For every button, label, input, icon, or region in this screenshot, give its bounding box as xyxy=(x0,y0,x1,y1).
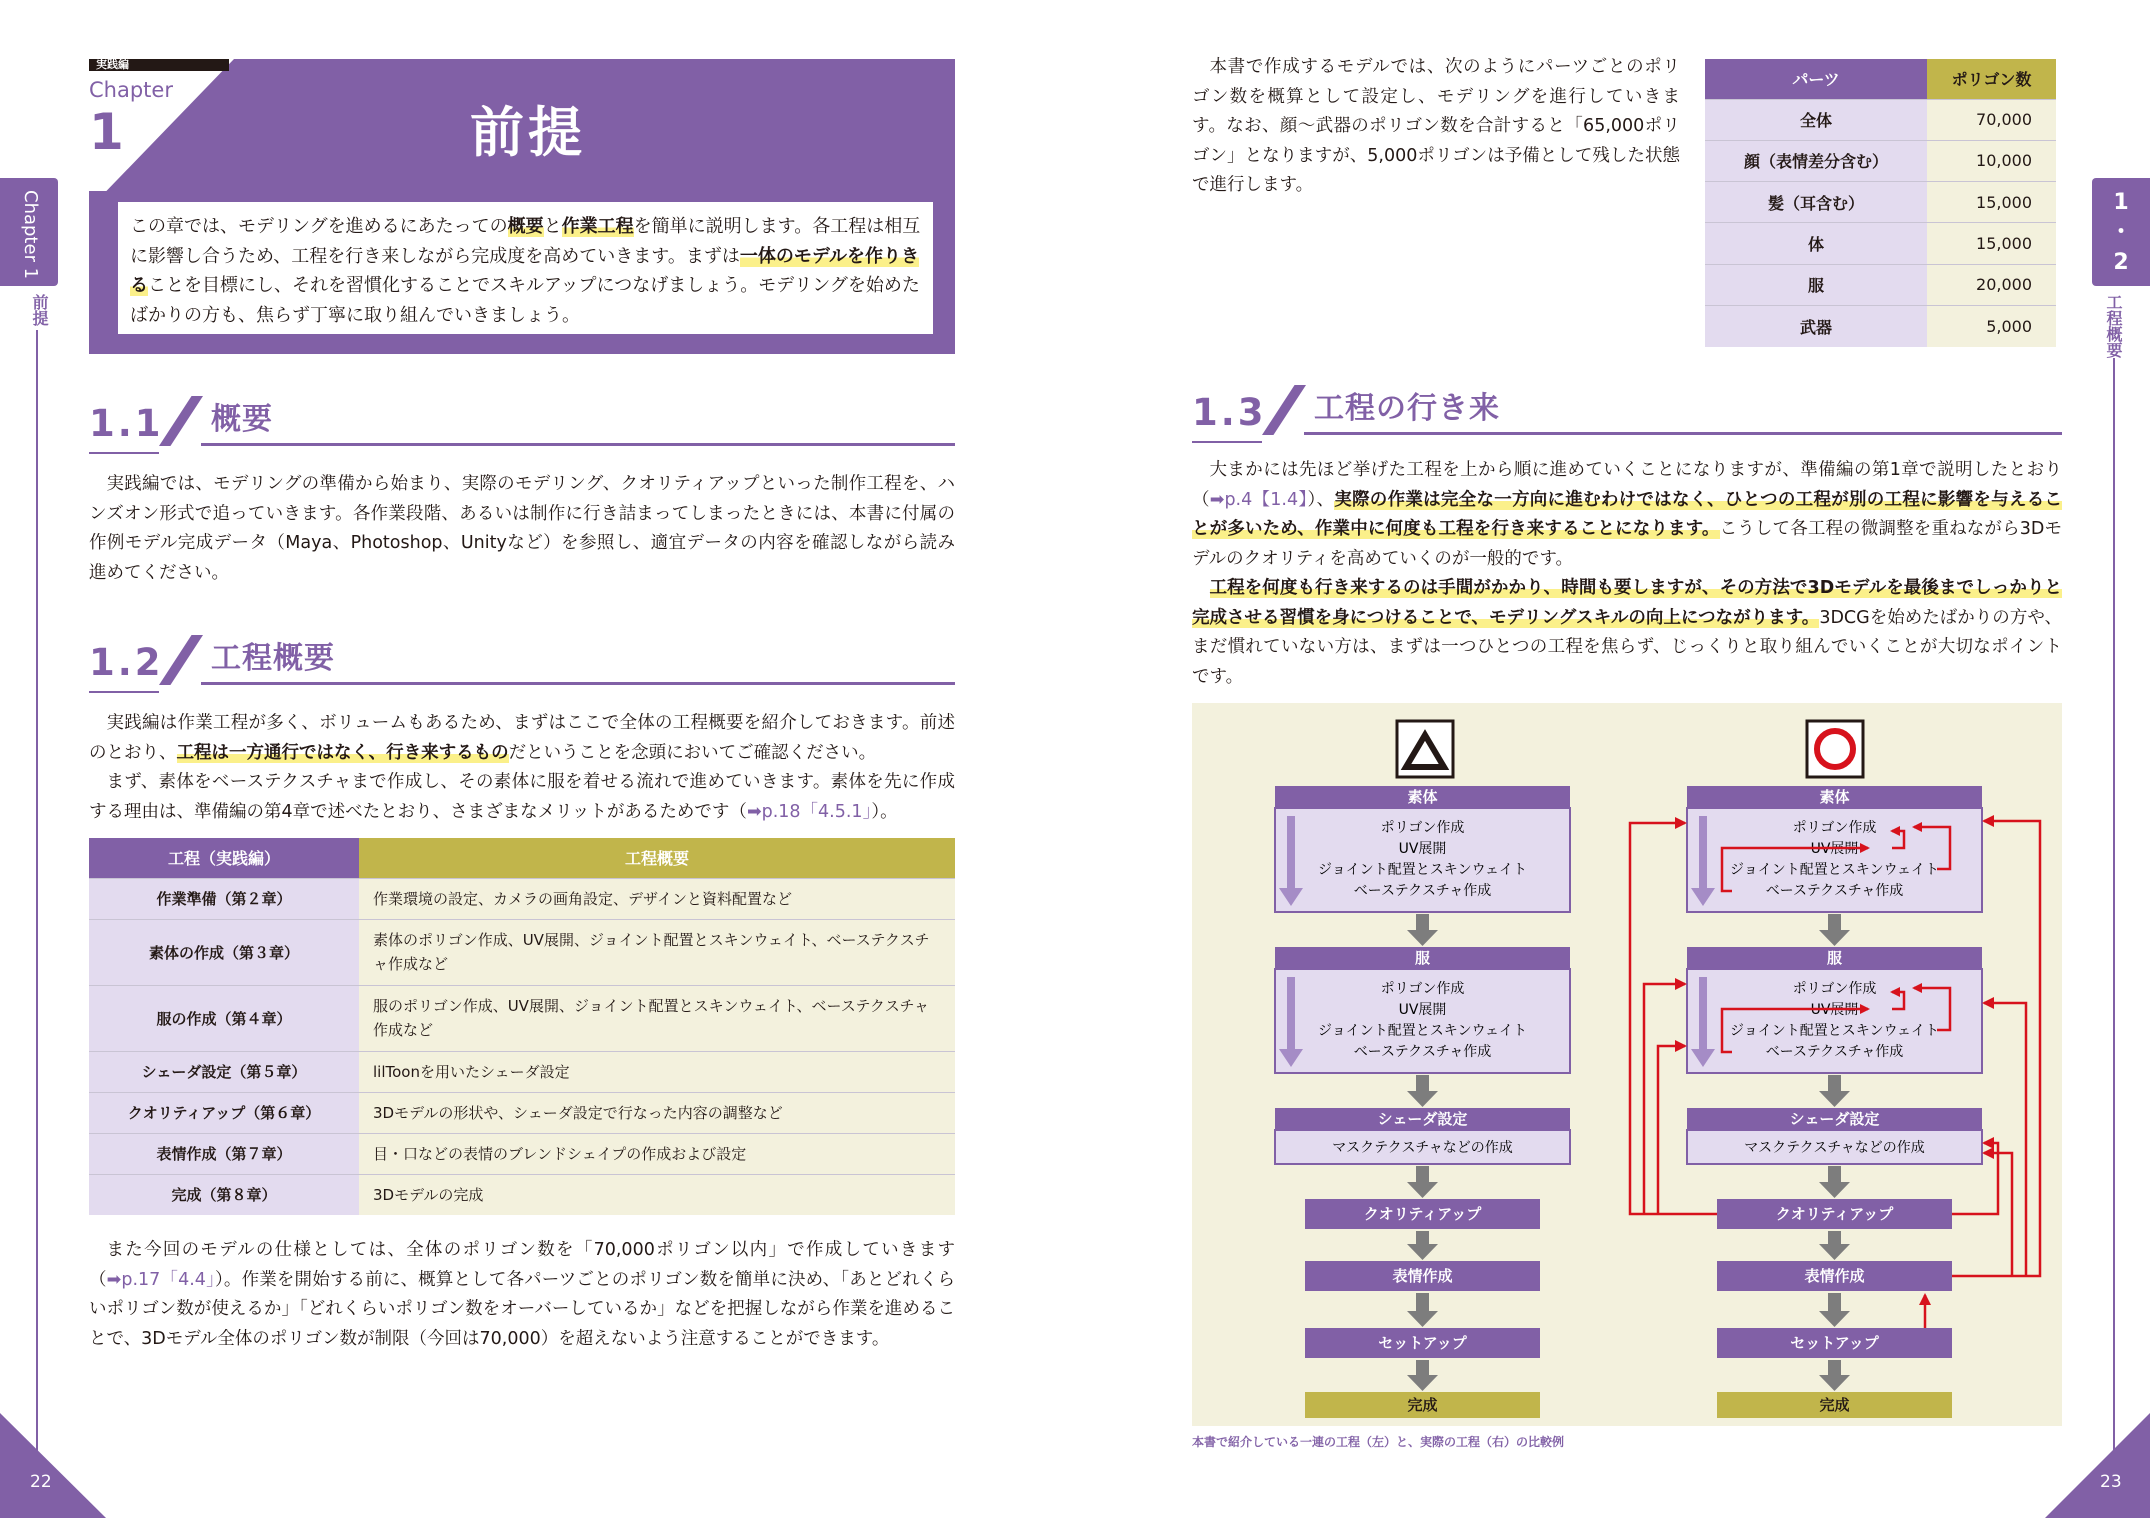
section-1-3-heading xyxy=(1192,383,2062,435)
table-cell: 10,000 xyxy=(1927,140,2056,181)
section-underline xyxy=(1192,441,1262,443)
page-ref-link[interactable]: ➡p.17「4.4」 xyxy=(106,1269,215,1290)
flow-arrow xyxy=(1819,1293,1850,1327)
triangle-icon xyxy=(1397,721,1453,777)
sub-item: UV展開 xyxy=(1810,841,1859,857)
table-cell: 目・口などの表情のブレンドシェイプの作成および設定 xyxy=(359,1133,955,1174)
page-corner xyxy=(2045,1413,2150,1518)
page-corner xyxy=(0,1413,106,1518)
flow-arrow xyxy=(1819,914,1850,946)
side-section-digit: 2 xyxy=(2113,250,2129,275)
body-highlight: 実際の作業は完全な一方向に進むわけではなく、ひとつの工程が別の工程に影響を与えることが多いため、作業中に何度も工程を行き来することになります。 xyxy=(1192,489,2063,539)
table-cell: 顔（表情差分含む） xyxy=(1705,140,1927,181)
chapter-tag: 実践編 xyxy=(96,58,129,71)
flow-arrow xyxy=(1407,914,1438,946)
flow-arrow xyxy=(1819,1075,1850,1107)
side-section-digit: 1 xyxy=(2113,190,2129,215)
intro-highlight: 一体のモデルを作りきる xyxy=(130,245,919,296)
table-row xyxy=(89,1051,955,1092)
section-rule xyxy=(1304,432,2062,435)
body-text: まず、素体をベーステクスチャまで作成し、その素体に服を着せる流れで進めていきます。素体を先に作成する理由は、準備編の第4章で述べたとおり、さまざまなメリットがあるためです（ xyxy=(89,772,955,822)
stage-label: 素体 xyxy=(1819,788,1850,806)
table-cell: 作業準備（第２章） xyxy=(89,878,359,919)
table-header: パーツ xyxy=(1705,59,1927,99)
side-section-label xyxy=(2108,188,2134,278)
side-section-title: 工程概要 xyxy=(2104,294,2123,358)
table-cell: 5,000 xyxy=(1927,305,2056,346)
table-cell: 20,000 xyxy=(1927,264,2056,305)
intro-text: ことを目標にし、それを習慣化することでスキルアップにつなげましょう。モデリングを始めたばかりの方も、焦らず丁寧に取り組んでいきましょう。 xyxy=(130,275,920,326)
workflow-diagram-svg xyxy=(1192,703,2062,1426)
flow-arrow xyxy=(1819,1360,1850,1391)
stage-label: セットアップ xyxy=(1790,1334,1879,1352)
intro-text: この章では、モデリングを進めるにあたっての xyxy=(130,216,508,237)
sub-item: ポリゴン作成 xyxy=(1792,820,1877,836)
sub-item: ジョイント配置とスキンウェイト xyxy=(1729,1023,1940,1039)
table-header: 工程概要 xyxy=(359,838,955,878)
body-highlight: 工程は一方通行ではなく、行き来するもの xyxy=(176,742,509,763)
workflow-diagram xyxy=(1192,703,2062,1426)
side-chapter-title: 前提 xyxy=(30,294,49,326)
stage-label: クオリティアップ xyxy=(1363,1205,1482,1223)
intro-highlight: 作業工程 xyxy=(561,216,634,237)
table-row xyxy=(89,1174,955,1215)
table-row xyxy=(1705,264,2056,305)
table-cell: 素体のポリゴン作成、UV展開、ジョイント配置とスキンウェイト、ベーステクスチャ作成など xyxy=(359,919,955,985)
body-text: だということを念頭においてご確認ください。 xyxy=(508,742,877,763)
sub-item: マスクテクスチャなどの作成 xyxy=(1332,1140,1513,1156)
table-cell: 全体 xyxy=(1705,99,1927,140)
sub-item: ベーステクスチャ作成 xyxy=(1765,1044,1904,1060)
table-cell: 体 xyxy=(1705,223,1927,264)
intro-highlight: 概要 xyxy=(507,216,544,237)
flow-arrow xyxy=(1407,1293,1438,1327)
section-1-1-body: 実践編では、モデリングの準備から始まり、実際のモデリング、クオリティアップといった制作工程を、ハンズオン形式で追っていきます。各作業段階、あるいは制作に行き詰まってしまったときには、本書に付属の作例モデル完成データ（Maya、Photoshop、Unityなど）を参照し、適宜データの内容を確認しながら読み進めてください。 xyxy=(89,474,955,583)
stage-label: 完成 xyxy=(1407,1396,1438,1414)
table-cell: 表情作成（第７章） xyxy=(89,1133,359,1174)
stage-label: セットアップ xyxy=(1378,1334,1467,1352)
right-flow xyxy=(1630,786,2040,1418)
section-slash xyxy=(159,396,203,446)
table-row xyxy=(1705,99,2056,140)
table-header: ポリゴン数 xyxy=(1927,59,2056,99)
stage-label: 素体 xyxy=(1407,788,1438,806)
section-1-3-body xyxy=(1192,456,2062,692)
body-text: こうして各工程の微調整を重ねながら3Dモデルのクオリティを高めていくのが一般的です。 xyxy=(1192,519,2062,569)
stage-label: 服 xyxy=(1826,949,1843,967)
sub-item: ジョイント配置とスキンウェイト xyxy=(1317,1023,1528,1039)
polygon-intro: 本書で作成するモデルでは、次のようにパーツごとのポリゴン数を概算として設定し、モデリングを進行していきます。なお、顔〜武器のポリゴン数を合計すると「65,000ポリゴン」となりますが、5,000ポリゴンは予備として残した状態で進行します。 xyxy=(1192,57,1680,195)
page-ref-link[interactable]: ➡p.4【1.4】 xyxy=(1209,489,1308,510)
section-number: 1.1 xyxy=(89,402,164,445)
table-row xyxy=(89,1092,955,1133)
chapter-intro xyxy=(118,202,933,334)
flow-arrow xyxy=(1407,1075,1438,1107)
table-row xyxy=(89,919,955,985)
sub-item: ジョイント配置とスキンウェイト xyxy=(1729,862,1940,878)
body-text: ）、 xyxy=(1307,489,1335,510)
table-cell: 武器 xyxy=(1705,305,1927,346)
table-cell: 15,000 xyxy=(1927,223,2056,264)
stage-label: 表情作成 xyxy=(1804,1267,1865,1285)
section-underline xyxy=(89,452,159,454)
stage-label: シェーダ設定 xyxy=(1789,1110,1880,1128)
table-cell: 髪（耳含む） xyxy=(1705,182,1927,223)
section-title: 工程概要 xyxy=(211,641,335,676)
table-cell: 15,000 xyxy=(1927,182,2056,223)
circle-icon xyxy=(1807,721,1863,777)
side-chapter-label: Chapter 1 xyxy=(20,190,41,280)
table-cell: 3Dモデルの形状や、シェーダ設定で行なった内容の調整など xyxy=(359,1092,955,1133)
section-1-1-heading xyxy=(89,394,955,446)
table-cell: クオリティアップ（第６章） xyxy=(89,1092,359,1133)
intro-text: を簡単に説明します。各工程は相互に影響し合うため、工程を行き来しながら完成度を高めていきます。まずは xyxy=(130,216,921,267)
process-table xyxy=(89,838,955,1215)
sub-item: ポリゴン作成 xyxy=(1380,981,1465,997)
section-1-2-heading xyxy=(89,633,955,685)
table-cell: 70,000 xyxy=(1927,99,2056,140)
body-highlight: 工程を何度も行き来するのは手間がかかり、時間も要しますが、その方法で3Dモデルを最後までしっかりと完成させる習慣を身につけることで、モデリングスキルの向上につながります。 xyxy=(1192,578,2062,628)
table-cell: 作業環境の設定、カメラの画角設定、デザインと資料配置など xyxy=(359,878,955,919)
body-text: また今回のモデルの仕様としては、全体のポリゴン数を「70,000ポリゴン以内」で作成していきます（ xyxy=(89,1240,955,1290)
feedback-arrow xyxy=(1644,984,1685,1214)
intro-text: と xyxy=(543,216,562,237)
side-section-dot: ・ xyxy=(2109,220,2132,245)
section-slash xyxy=(159,635,203,685)
stage-label: シェーダ設定 xyxy=(1377,1110,1468,1128)
section-title: 工程の行き来 xyxy=(1314,391,1500,426)
chapter-number: 1 xyxy=(89,103,124,161)
body-text: ）。 xyxy=(871,801,898,822)
polygon-table xyxy=(1705,59,2056,347)
section-number: 1.2 xyxy=(89,641,164,684)
sub-item: ベーステクスチャ作成 xyxy=(1765,883,1904,899)
table-cell: 服 xyxy=(1705,264,1927,305)
sub-item: ポリゴン作成 xyxy=(1792,981,1877,997)
sub-item: ベーステクスチャ作成 xyxy=(1353,883,1492,899)
flow-arrow xyxy=(1819,1166,1850,1198)
section-rule xyxy=(201,443,955,446)
table-header: 工程（実践編） xyxy=(89,838,359,878)
section-slash xyxy=(1262,385,1306,435)
section-underline xyxy=(89,691,159,693)
table-row xyxy=(1705,305,2056,346)
stage-label: 表情作成 xyxy=(1392,1267,1453,1285)
table-row xyxy=(1705,223,2056,264)
sub-item: マスクテクスチャなどの作成 xyxy=(1744,1140,1925,1156)
page-ref-link[interactable]: ➡p.18「4.5.1」 xyxy=(746,801,872,822)
stage-label: 完成 xyxy=(1819,1396,1850,1414)
sub-item: ポリゴン作成 xyxy=(1380,820,1465,836)
section-number: 1.3 xyxy=(1192,391,1267,434)
table-row xyxy=(1705,140,2056,181)
flow-arrow xyxy=(1407,1360,1438,1391)
after-table-body xyxy=(89,1236,955,1354)
body-text: ）。作業を開始する前に、概算として各パーツごとのポリゴン数を簡単に決め、「あとどれくらいポリゴン数が使えるか」「どれくらいポリゴン数をオーバーしているか」などを把握しながら作業を進めることで、3Dモデル全体のポリゴン数が制限（今回は70,000）を超えないよう注意することができます。 xyxy=(89,1269,956,1349)
table-cell: 3Dモデルの完成 xyxy=(359,1174,955,1215)
page-number: 23 xyxy=(2100,1472,2122,1492)
left-flow xyxy=(1275,786,1570,1418)
body-text: 3DCGを始めたばかりの方や、まだ慣れていない方は、まずは一つひとつの工程を焦らず、じっくりと取り組んでいくことが大切なポイントです。 xyxy=(1192,607,2062,687)
body-text: 実践編は作業工程が多く、ボリュームもあるため、まずはここで全体の工程概要を紹介しておきます。前述のとおり、 xyxy=(89,713,955,763)
flow-arrow xyxy=(1407,1166,1438,1198)
feedback-arrow xyxy=(1658,1046,1685,1214)
flow-arrow xyxy=(1819,1231,1850,1260)
chapter-title: 前提 xyxy=(470,101,586,164)
table-cell: 服のポリゴン作成、UV展開、ジョイント配置とスキンウェイト、ベーステクスチャ作成など xyxy=(359,985,955,1051)
table-row xyxy=(89,1133,955,1174)
table-row xyxy=(89,878,955,919)
section-rule xyxy=(201,682,955,685)
chapter-word: Chapter xyxy=(89,78,173,102)
table-row xyxy=(89,985,955,1051)
body-text: 大まかには先ほど挙げた工程を上から順に進めていくことになりますが、準備編の第1章で説明したとおり（ xyxy=(1192,460,2062,510)
stage-label: 服 xyxy=(1414,949,1431,967)
flow-arrow xyxy=(1407,1231,1438,1260)
section-1-2-body xyxy=(89,709,955,827)
page-number: 22 xyxy=(30,1472,52,1492)
table-cell: 服の作成（第４章） xyxy=(89,985,359,1051)
sub-item: ジョイント配置とスキンウェイト xyxy=(1317,862,1528,878)
sub-item: ベーステクスチャ作成 xyxy=(1353,1044,1492,1060)
section-title: 概要 xyxy=(211,402,273,437)
sub-item: UV展開 xyxy=(1398,841,1447,857)
table-cell: lilToonを用いたシェーダ設定 xyxy=(359,1051,955,1092)
side-rule xyxy=(2113,358,2115,1468)
table-row xyxy=(1705,182,2056,223)
table-cell: 完成（第８章） xyxy=(89,1174,359,1215)
feedback-arrow xyxy=(1984,1003,2026,1276)
table-cell: シェーダ設定（第５章） xyxy=(89,1051,359,1092)
side-rule xyxy=(36,330,38,1470)
stage-label: クオリティアップ xyxy=(1775,1205,1894,1223)
sub-item: UV展開 xyxy=(1810,1002,1859,1018)
table-cell: 素体の作成（第３章） xyxy=(89,919,359,985)
diagram-caption: 本書で紹介している一連の工程（左）と、実際の工程（右）の比較例 xyxy=(1192,1435,1565,1449)
sub-item: UV展開 xyxy=(1398,1002,1447,1018)
